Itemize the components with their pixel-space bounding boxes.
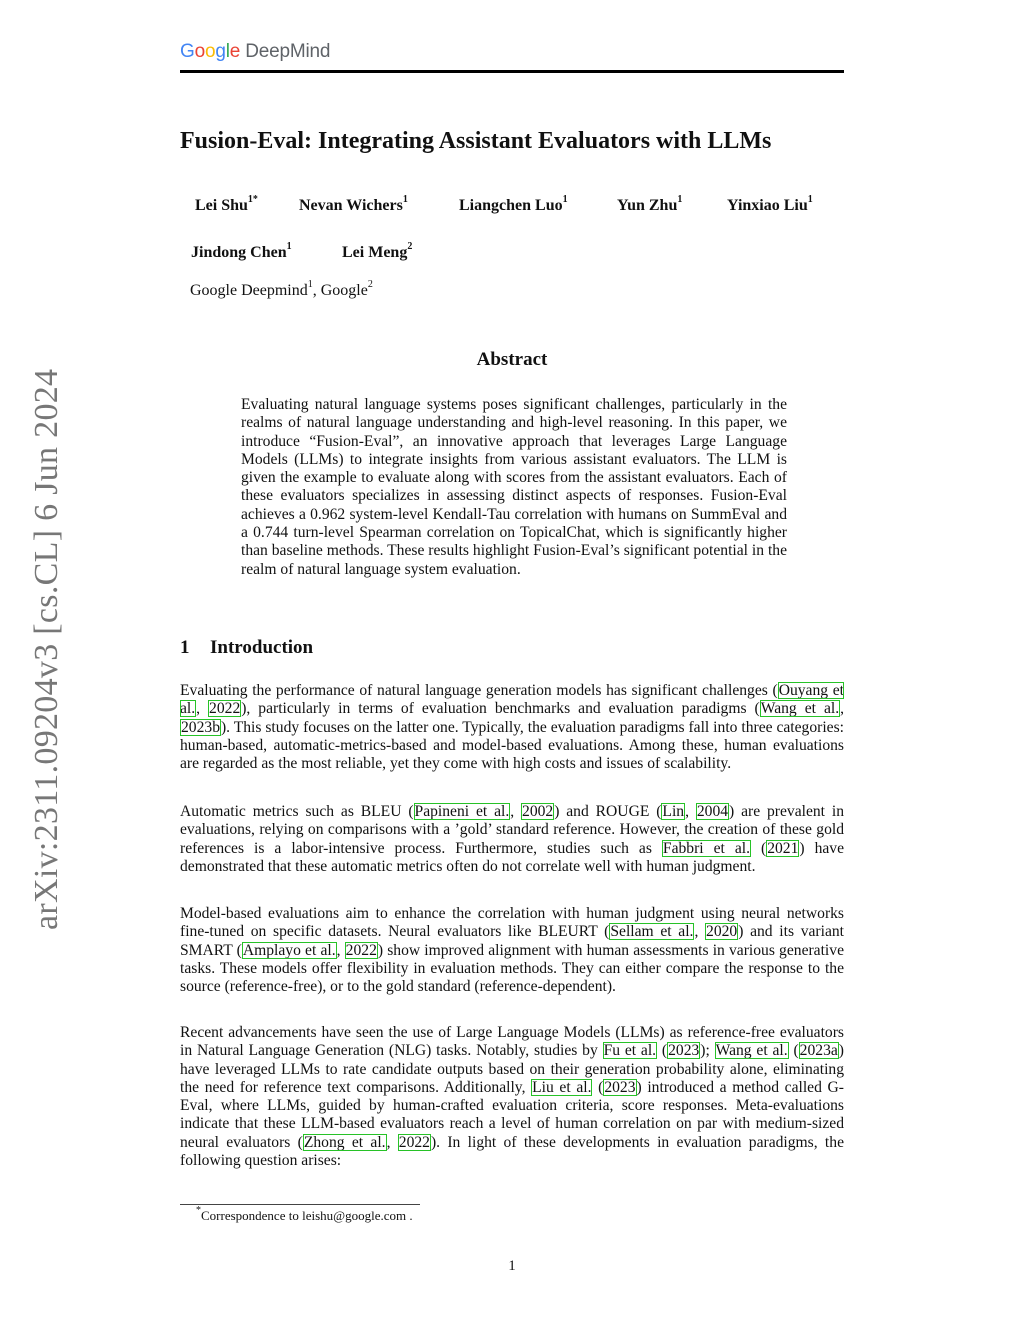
citation-link[interactable]: 2022	[398, 1133, 430, 1151]
google-deepmind-logo: Google DeepMind	[180, 41, 331, 62]
citation-link[interactable]: Sellam et al.	[610, 923, 694, 941]
header-rule	[180, 70, 844, 73]
citation-link[interactable]: 2022	[345, 941, 377, 959]
paragraph-1: Evaluating the performance of natural language generation models has significant challenges (Ouyang et al., 2022), particularly in terms of evaluation benchmarks and evaluation paradigms (Wang et al., 2023b). This study focuses on the latter one. Typically, the evaluation paradigms fall into three categories: human-based, automatic-metrics-based and model-based evaluations. Among these, human evaluations are regarded as the most reliable, yet they come with high costs and issues of scalability.	[180, 682, 845, 773]
citation-link[interactable]: Fabbri et al.	[662, 839, 751, 857]
citation-link[interactable]: Papineni et al.	[414, 803, 510, 820]
citation-link[interactable]: Wang et al.	[760, 700, 840, 718]
author: Lei Shu$^{1*}$	[195, 194, 258, 214]
paragraph-4: Recent advancements have seen the use of Large Language Models (LLMs) as reference-free evaluators in Natural Language Generation (NLG) tasks. Notably, studies by Fu et al. (2023); Wang et al. (2023a) have leveraged LLMs to rate candidate outputs based on their generation probability alone, eliminating the need for reference text comparisons. Additionally, Liu et al. (2023) introduced a method called G-Eval, where LLMs, guided by human-crafted evaluation criteria, score responses. Meta-evaluations indicate that these LLM-based evaluators reach a level of human correlation on par with medium-sized neural evaluators (Zhong et al., 2022). In light of these developments in evaluation paradigms, the following question arises:	[180, 1024, 844, 1170]
paragraph-3: Model-based evaluations aim to enhance the correlation with human judgment using neural networks fine-tuned on specific datasets. Neural evaluators like BLEURT (Sellam et al., 2020) and its variant SMART (Amplayo et al., 2022) show improved alignment with human assessments in various generative tasks. These models offer flexibility in evaluation methods. They can either compare the response to the source (reference-free), or to the gold standard (reference-dependent).	[180, 905, 844, 996]
citation-link[interactable]: Zhong et al.	[303, 1133, 386, 1151]
citation-link[interactable]: 2002	[522, 803, 554, 820]
footnote-rule	[180, 1204, 420, 1205]
citation-link[interactable]: 2021	[767, 839, 799, 857]
abstract-heading: Abstract	[476, 349, 548, 370]
citation-link[interactable]: Wang et al.	[715, 1042, 788, 1060]
citation-link[interactable]: 2020	[706, 923, 738, 941]
author: Nevan Wichers$^1$	[299, 194, 408, 214]
footnote: *Correspondence to leishu@google.com .	[196, 1205, 413, 1223]
citation-link[interactable]: 2023b	[181, 718, 220, 736]
citation-link[interactable]: Fu et al.	[603, 1042, 657, 1060]
author: Yun Zhu$^1$	[617, 194, 683, 214]
abstract-text: Evaluating natural language systems poses significant challenges, particularly in the realms of natural language understanding and high-level reasoning. In this paper, we introduce “Fusion-Eval”, an innovative approach that leverages Large Language Models (LLMs) to integrate insights from various assistant evaluators. The LLM is given the example to evaluate along with scores from the assistant evaluators. Each of these evaluators specializes in assessing distinct aspects of responses. Fusion-Eval achieves a 0.962 system-level Kendall-Tau correlation with humans on SummEval and a 0.744 turn-level Spearman correlation on TopicalChat, which is significantly higher than baseline methods. These results highlight Fusion-Eval’s significant potential in the realm of natural language system evaluation.	[241, 396, 787, 578]
citation-link[interactable]: 2023a	[799, 1042, 838, 1060]
citation-link[interactable]: Lin	[662, 803, 685, 820]
citation-link[interactable]: Amplayo et al.	[242, 941, 336, 959]
citation-link[interactable]: 2023	[604, 1078, 636, 1096]
affiliations: Google Deepmind$^1$, Google$^2$	[190, 279, 373, 299]
citation-link[interactable]: Liu et al.	[532, 1078, 592, 1096]
page-number: 1	[508, 1258, 516, 1274]
paragraph-2: Automatic metrics such as BLEU (Papineni et al., 2002) and ROUGE (Lin, 2004) are prevalent in evaluations, relying on comparisons with a ’gold’ standard reference. However, the creation of these gold references is a labor-intensive process. Furthermore, studies such as Fabbri et al. (2021) have demonstrated that these automatic metrics often do not correlate well with human judgment.	[180, 803, 845, 875]
author: Liangchen Luo$^1$	[459, 194, 568, 214]
section-heading-introduction: 1 Introduction	[180, 637, 314, 658]
citation-link[interactable]: 2022	[209, 700, 241, 718]
author: Lei Meng$^2$	[342, 241, 413, 261]
citation-link[interactable]: Ouyang et al.	[180, 682, 844, 718]
paper-title: Fusion-Eval: Integrating Assistant Evaluators with LLMs	[180, 128, 772, 154]
author: Yinxiao Liu$^1$	[727, 194, 813, 214]
author: Jindong Chen$^1$	[191, 241, 292, 261]
citation-link[interactable]: 2004	[696, 803, 729, 820]
arxiv-identifier: arXiv:2311.09204v3 [cs.CL] 6 Jun 2024	[28, 368, 65, 930]
citation-link[interactable]: 2023	[668, 1042, 700, 1060]
